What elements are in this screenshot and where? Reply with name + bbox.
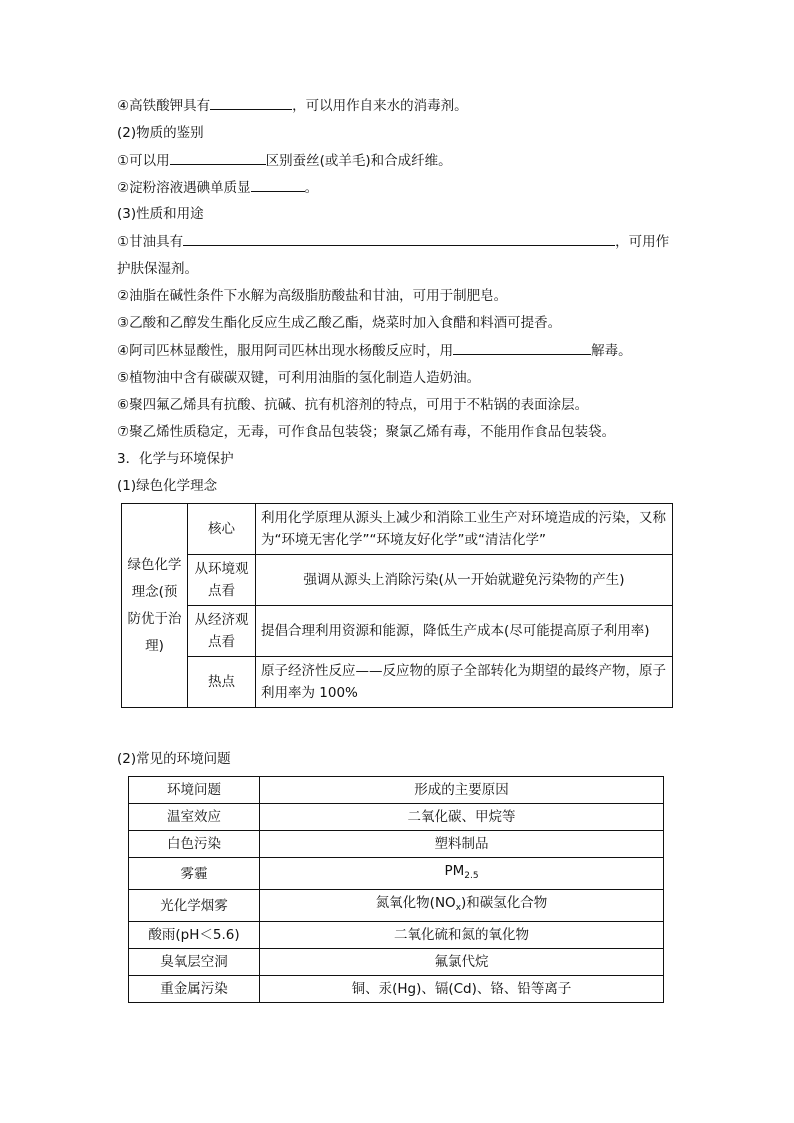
table-header-row	[129, 777, 664, 804]
table-row	[122, 504, 673, 555]
line-glycerol-cont: 护肤保湿剂。	[117, 261, 198, 277]
line-polyethylene: ⑦聚乙烯性质稳定，无毒，可作食品包装袋；聚氯乙烯有毒，不能用作食品包装袋。	[117, 424, 616, 440]
value-cell: 提倡合理利用资源和能源，降低生产成本(尽可能提高原子利用率)	[256, 606, 673, 657]
fill-blank[interactable]	[251, 177, 305, 192]
value-cell: 利用化学原理从源头上减少和消除工业生产对环境造成的污染，又称为“环境无害化学”“环境友好化学”或“清洁化学”	[256, 504, 673, 555]
problem-cell: 重金属污染	[129, 976, 260, 1003]
cause-cell: 铜、汞(Hg)、镉(Cd)、铬、铅等离子	[260, 976, 664, 1003]
fill-blank[interactable]	[170, 150, 266, 165]
key-cell: 热点	[188, 657, 256, 708]
section-properties-uses: (3)性质和用途	[117, 206, 204, 222]
table-row	[129, 804, 664, 831]
line-starch-iodine: ②淀粉溶液遇碘单质显 。	[117, 177, 318, 198]
table-row	[122, 555, 673, 606]
line-potassium-ferrate: ④高铁酸钾具有 ，可以用作自来水的消毒剂。	[117, 95, 468, 116]
line-hydrogenation: ⑤植物油中含有碳碳双键，可利用油脂的氢化制造人造奶油。	[117, 370, 481, 386]
column-header: 形成的主要原因	[260, 777, 664, 804]
fill-blank[interactable]	[183, 231, 615, 246]
cause-cell: 塑料制品	[260, 831, 664, 858]
section-green-chemistry: (1)绿色化学理念	[117, 478, 218, 494]
fill-blank[interactable]	[453, 340, 591, 355]
key-cell: 从环境观点看	[188, 555, 256, 606]
row-header-cell: 绿色化学理念(预防优于治理)	[122, 504, 188, 708]
line-saponification: ②油脂在碱性条件下水解为高级脂肪酸盐和甘油，可用于制肥皂。	[117, 288, 508, 304]
problem-cell: 臭氧层空洞	[129, 949, 260, 976]
line-esterification: ③乙酸和乙醇发生酯化反应生成乙酸乙酯，烧菜时加入食醋和料酒可提香。	[117, 315, 562, 331]
problem-cell: 光化学烟雾	[129, 890, 260, 922]
fill-blank[interactable]	[210, 95, 292, 110]
line-glycerol: ①甘油具有 ，可用作	[117, 231, 669, 252]
table-row	[122, 606, 673, 657]
table-row	[129, 858, 664, 890]
problem-cell: 酸雨(pH＜5.6)	[129, 922, 260, 949]
line-ptfe: ⑥聚四氟乙烯具有抗酸、抗碱、抗有机溶剂的特点，可用于不粘锅的表面涂层。	[117, 397, 589, 413]
table-row	[129, 922, 664, 949]
cause-cell: 氮氧化物$(NO_x)$和碳氢化合物	[260, 890, 664, 922]
table-row	[129, 890, 664, 922]
key-cell: 核心	[188, 504, 256, 555]
line-silk-identification: ①可以用 区别蚕丝(或羊毛)和合成纤维。	[117, 150, 452, 171]
cause-cell: 氟氯代烷	[260, 949, 664, 976]
environment-problems-table	[128, 776, 664, 1003]
table-row	[129, 831, 664, 858]
cause-cell: 二氧化碳、甲烷等	[260, 804, 664, 831]
cause-cell: $PM_{2.5}$	[260, 858, 664, 890]
line-aspirin: ④阿司匹林显酸性，服用阿司匹林出现水杨酸反应时，用 解毒。	[117, 340, 632, 361]
value-cell: 强调从源头上消除污染(从一开始就避免污染物的产生)	[256, 555, 673, 606]
section-identification: (2)物质的鉴别	[117, 125, 204, 141]
column-header: 环境问题	[129, 777, 260, 804]
problem-cell: 雾霾	[129, 858, 260, 890]
key-cell: 从经济观点看	[188, 606, 256, 657]
problem-cell: 温室效应	[129, 804, 260, 831]
value-cell: 原子经济性反应——反应物的原子全部转化为期望的最终产物，原子利用率为 100%	[256, 657, 673, 708]
table-row	[122, 657, 673, 708]
table-row	[129, 949, 664, 976]
cause-cell: 二氧化硫和氮的氧化物	[260, 922, 664, 949]
green-chemistry-table	[121, 503, 673, 708]
table-row	[129, 976, 664, 1003]
problem-cell: 白色污染	[129, 831, 260, 858]
section-environment: 3．化学与环境保护	[117, 451, 234, 467]
section-env-problems: (2)常见的环境问题	[117, 751, 231, 767]
